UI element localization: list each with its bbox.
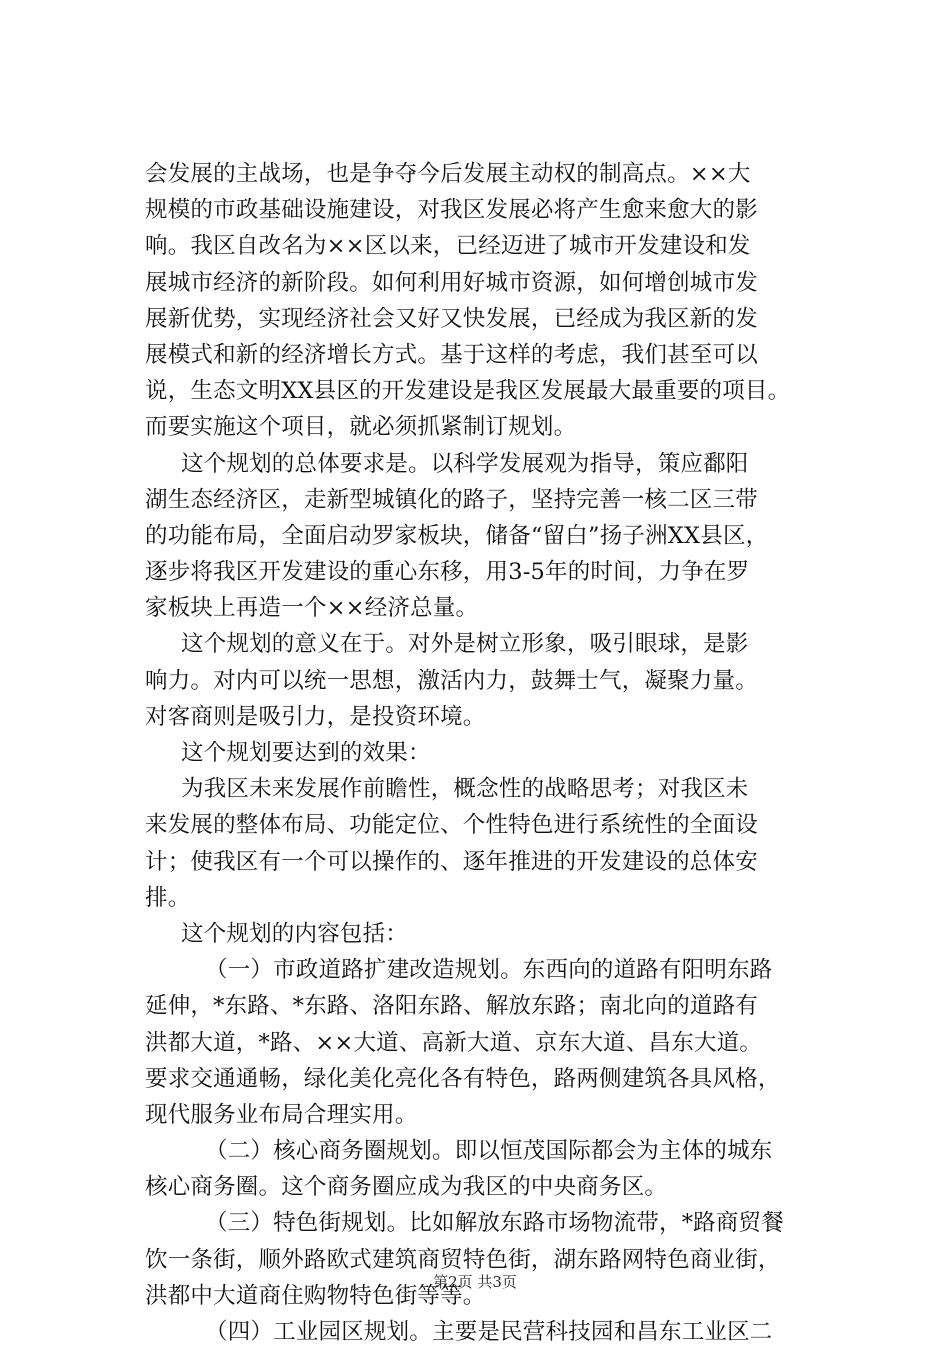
paragraph-start-line: （一）市政道路扩建改造规划。东西向的道路有阳明东路 <box>205 957 773 984</box>
text-line: 核心商务圈。这个商务圈应成为我区的中央商务区。 <box>145 1174 668 1201</box>
text-line: 逐步将我区开发建设的重心东移，用3-5年的时间，力争在罗 <box>145 559 750 586</box>
text-line: 要求交通通畅，绿化美化亮化各有特色，路两侧建筑各具风格， <box>145 1065 781 1092</box>
text-line: 展城市经济的新阶段。如何利用好城市资源，如何增创城市发 <box>145 269 758 296</box>
text-line: 洪都大道，*路、××大道、高新大道、京东大道、昌东大道。 <box>145 1029 763 1056</box>
text-line: 说，生态文明XX县区的开发建设是我区发展最大最重要的项目。 <box>145 378 791 405</box>
text-line: 饮一条街，顺外路欧式建筑商贸特色街，湖东路网特色商业街， <box>145 1246 781 1273</box>
text-line: 洪都中大道商住购物特色街等等。 <box>145 1282 486 1309</box>
text-line: 的功能布局，全面启动罗家板块，储备“留白”扬子洲XX县区， <box>145 522 769 549</box>
text-line: 响力。对内可以统一思想，激活内力，鼓舞士气，凝聚力量。 <box>145 667 758 694</box>
paragraph-start-line: 这个规划的意义在于。对外是树立形象，吸引眼球，是影 <box>181 631 749 658</box>
page-number-label: 第2页 共3页 <box>433 1273 517 1291</box>
text-line: 而要实施这个项目，就必须抓紧制订规划。 <box>145 414 577 441</box>
text-line: 展新优势，实现经济社会又好又快发展，已经成为我区新的发 <box>145 305 758 332</box>
text-line: 现代服务业布局合理实用。 <box>145 1101 418 1128</box>
text-line: 计；使我区有一个可以操作的、逐年推进的开发建设的总体安 <box>145 848 758 875</box>
text-line: 响。我区自改名为××区以来，已经迈进了城市开发建设和发 <box>145 233 751 260</box>
text-line: 展模式和新的经济增长方式。基于这样的考虑，我们甚至可以 <box>145 341 758 368</box>
paragraph-start-line: （二）核心商务圈规划。即以恒茂国际都会为主体的城东 <box>205 1138 773 1165</box>
text-line: 来发展的整体布局、功能定位、个性特色进行系统性的全面设 <box>145 812 758 839</box>
paragraph-start-line: 这个规划的总体要求是。以科学发展观为指导，策应鄱阳 <box>181 450 749 477</box>
paragraph-start-line: （四）工业园区规划。主要是民营科技园和昌东工业区二 <box>205 1319 773 1345</box>
paragraph-start-line: （三）特色街规划。比如解放东路市场物流带，*路商贸餐 <box>205 1210 784 1237</box>
text-line: 延伸，*东路、*东路、洛阳东路、解放东路；南北向的道路有 <box>145 993 759 1020</box>
paragraph-start-line: 这个规划的内容包括： <box>181 920 409 947</box>
paragraph-start-line: 这个规划要达到的效果： <box>181 740 431 766</box>
text-line: 湖生态经济区，走新型城镇化的路子，坚持完善一核二区三带 <box>145 486 758 513</box>
document-body <box>145 156 835 1350</box>
text-line: 规模的市政基础设施建设，对我区发展必将产生愈来愈大的影 <box>145 197 758 224</box>
paragraph-start-line: 为我区未来发展作前瞻性，概念性的战略思考；对我区未 <box>181 776 749 803</box>
text-line: 对客商则是吸引力，是投资环境。 <box>145 703 486 730</box>
text-line: 排。 <box>145 884 191 911</box>
page-footer <box>0 1272 950 1292</box>
text-line: 会发展的主战场，也是争夺今后发展主动权的制高点。××大 <box>145 161 751 187</box>
text-line: 家板块上再造一个××经济总量。 <box>145 595 479 622</box>
